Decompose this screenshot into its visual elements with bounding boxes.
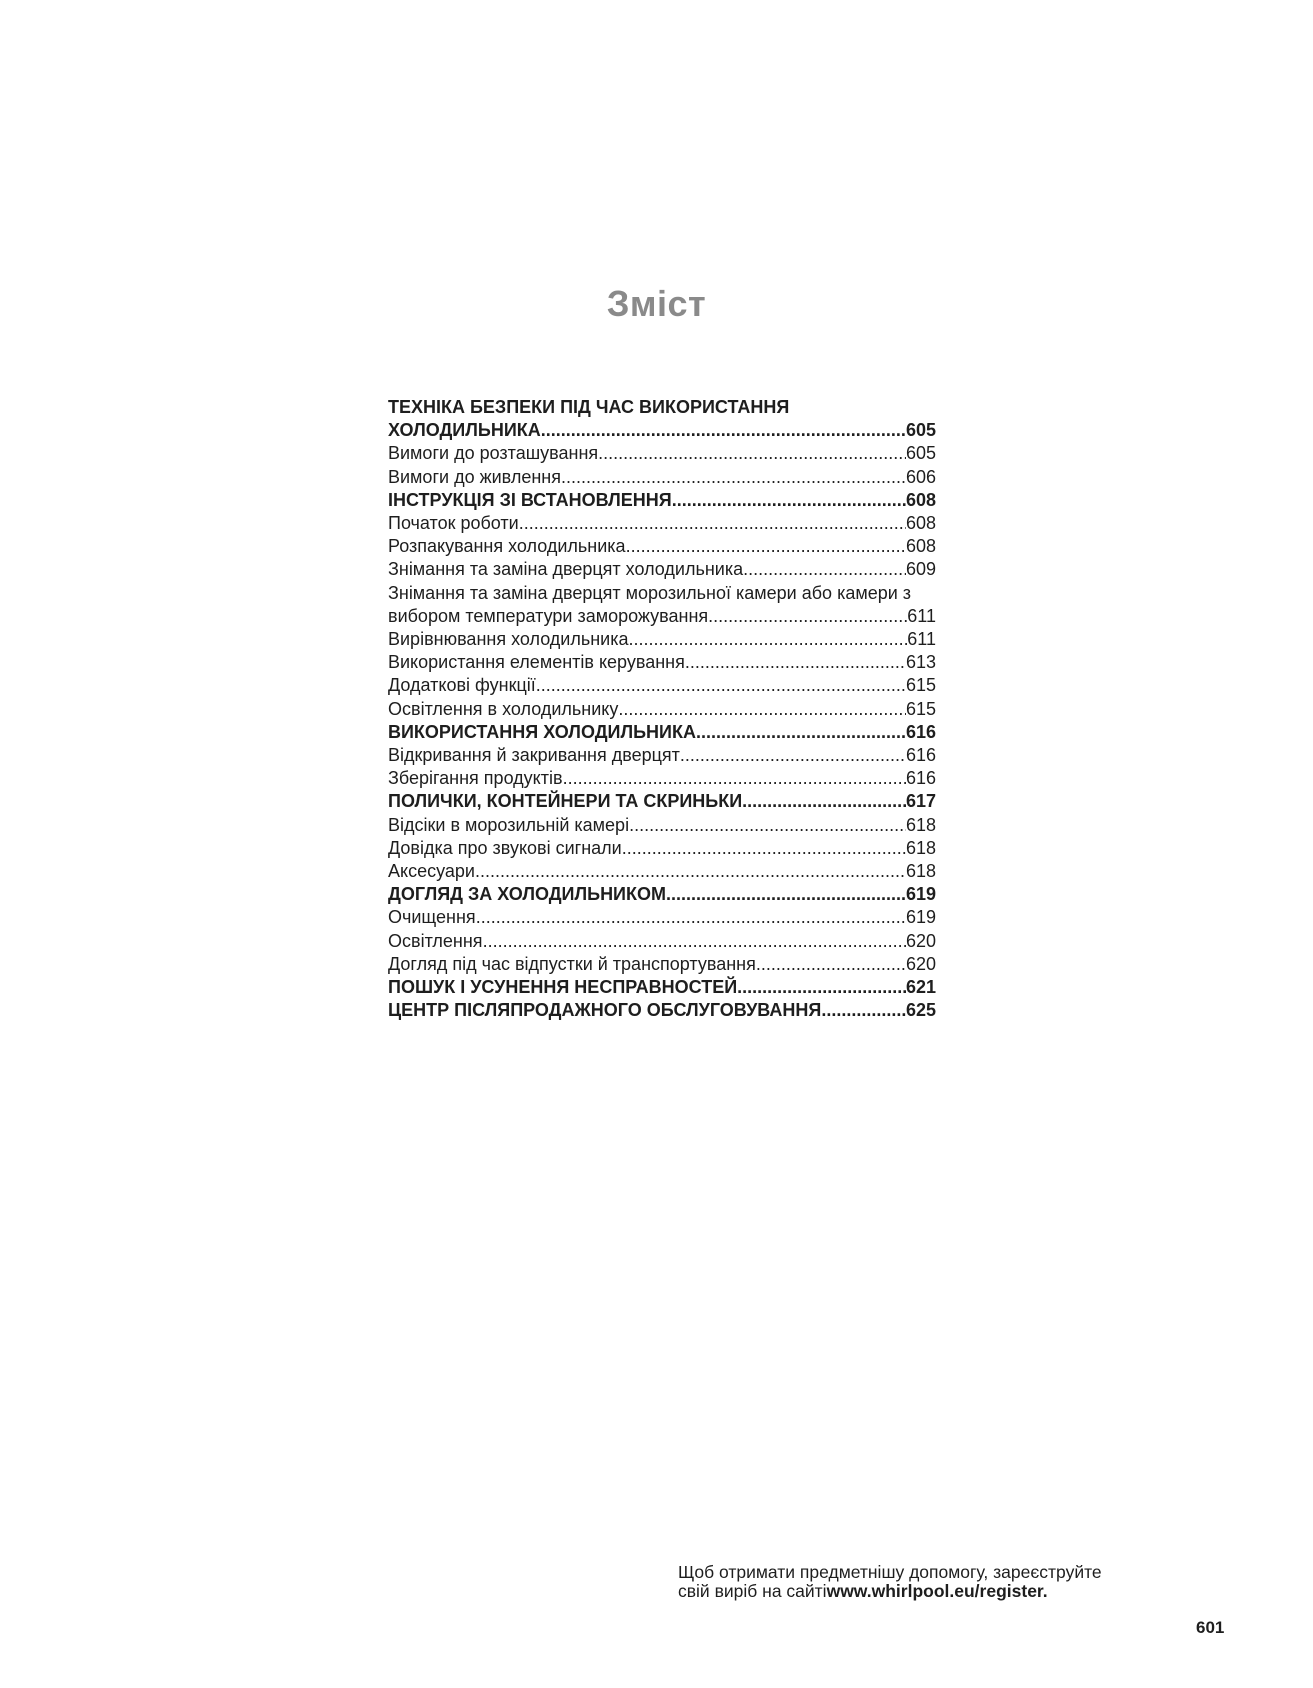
toc-entry-page: 616 [905, 745, 936, 766]
toc-entry-page: 608 [905, 489, 936, 510]
toc-entry[interactable] [388, 721, 936, 744]
toc-entry[interactable] [388, 605, 936, 628]
toc-entry[interactable] [388, 814, 936, 837]
dot-leader [680, 744, 906, 767]
dot-leader [561, 466, 906, 489]
toc-entry[interactable] [388, 930, 936, 953]
toc-entry-label: Вирівнювання холодильника [388, 629, 629, 650]
toc-entry-page: 619 [905, 907, 936, 928]
toc-entry-label: ПОШУК І УСУНЕННЯ НЕСПРАВНОСТЕЙ [388, 977, 738, 998]
toc-entry-label: ЦЕНТР ПІСЛЯПРОДАЖНОГО ОБСЛУГОВУВАННЯ [388, 1000, 822, 1021]
toc-entry-page: 611 [907, 629, 936, 650]
dot-leader [483, 930, 906, 953]
dot-leader [756, 953, 906, 976]
toc-entry-label: Аксесуари [388, 861, 475, 882]
dot-leader [629, 628, 908, 651]
toc-entry[interactable] [388, 442, 936, 465]
toc-entry-label: ПОЛИЧКИ, КОНТЕЙНЕРИ ТА СКРИНЬКИ [388, 791, 743, 812]
toc-entry[interactable] [388, 466, 936, 489]
toc-heading-line: ТЕХНІКА БЕЗПЕКИ ПІД ЧАС ВИКОРИСТАННЯ [388, 397, 790, 417]
toc-entry[interactable] [388, 790, 936, 813]
dot-leader [685, 651, 906, 674]
toc-entry[interactable] [388, 558, 936, 581]
toc-entry-label: Використання елементів керування [388, 652, 685, 673]
toc-entry[interactable] [388, 767, 936, 790]
dot-leader [666, 883, 906, 906]
dot-leader [541, 419, 906, 442]
toc-entry-label: Догляд під час відпустки й транспортування [388, 953, 756, 974]
toc-entry-page: 609 [905, 559, 936, 580]
dot-leader [622, 837, 906, 860]
toc-entry[interactable] [388, 674, 936, 697]
toc-entry[interactable] [388, 976, 936, 999]
toc-entry[interactable] [388, 906, 936, 929]
toc-entry[interactable] [388, 883, 936, 906]
registration-url[interactable]: www.whirlpool.eu/register. [826, 1581, 1048, 1601]
registration-note-line [678, 1582, 1102, 1601]
toc-entry[interactable] [388, 651, 936, 674]
dot-leader [737, 976, 906, 999]
toc-entry-label: ДОГЛЯД ЗА ХОЛОДИЛЬНИКОМ [388, 884, 666, 905]
dot-leader [708, 605, 907, 628]
dot-leader [475, 860, 906, 883]
toc-entry-page: 615 [905, 675, 936, 696]
toc-entry-label: Зберігання продуктів [388, 768, 563, 789]
dot-leader [742, 790, 906, 813]
table-of-contents [388, 396, 936, 1022]
page-title: Зміст [606, 283, 707, 324]
toc-entry-label: Довідка про звукові сигнали [388, 837, 622, 858]
toc-entry-page: 605 [905, 420, 936, 441]
registration-note-prefix: свій виріб на сайті [678, 1581, 827, 1601]
toc-entry-page: 621 [905, 977, 936, 998]
dot-leader [626, 535, 906, 558]
toc-entry-page: 613 [905, 652, 936, 673]
toc-entry-page: 608 [905, 536, 936, 557]
toc-entry-page: 605 [905, 443, 936, 464]
toc-entry-label: ХОЛОДИЛЬНИКА [388, 420, 541, 441]
toc-entry-page: 615 [905, 698, 936, 719]
toc-entry[interactable] [388, 628, 936, 651]
toc-entry[interactable] [388, 535, 936, 558]
registration-note-line: Щоб отримати предметнішу допомогу, зареєструйте [678, 1562, 1102, 1582]
toc-entry-page: 625 [905, 1000, 936, 1021]
page-number: 601 [1196, 1618, 1225, 1637]
dot-leader [536, 674, 906, 697]
toc-entry[interactable] [388, 489, 936, 512]
dot-leader [629, 814, 906, 837]
toc-entry-page: 618 [905, 837, 936, 858]
toc-entry-page: 611 [907, 605, 936, 626]
toc-entry-label: Освітлення в холодильнику [388, 698, 619, 719]
toc-entry[interactable] [388, 698, 936, 721]
dot-leader [476, 906, 906, 929]
toc-entry[interactable] [388, 860, 936, 883]
toc-entry[interactable] [388, 512, 936, 535]
toc-entry-page: 620 [905, 930, 936, 951]
toc-entry-label: Додаткові функції [388, 675, 536, 696]
toc-entry-page: 606 [905, 466, 936, 487]
toc-entry[interactable] [388, 744, 936, 767]
toc-entries [388, 628, 936, 1022]
dot-leader [519, 512, 906, 535]
dot-leader [696, 721, 906, 744]
toc-entry-page: 620 [905, 953, 936, 974]
toc-entry-label: Початок роботи [388, 513, 519, 534]
dot-leader [821, 999, 906, 1022]
toc-entry[interactable] [388, 419, 936, 442]
toc-entry[interactable] [388, 999, 936, 1022]
toc-entry-label: ІНСТРУКЦІЯ ЗІ ВСТАНОВЛЕННЯ [388, 489, 672, 510]
toc-entry-page: 618 [905, 814, 936, 835]
toc-entry-label: Розпакування холодильника [388, 536, 626, 557]
registration-note [678, 1563, 1102, 1601]
toc-entry-page: 619 [905, 884, 936, 905]
dot-leader [743, 558, 906, 581]
dot-leader [563, 767, 906, 790]
toc-entry-label: Відкривання й закривання дверцят [388, 745, 680, 766]
toc-entry-page: 616 [905, 768, 936, 789]
toc-entry-line[interactable]: Знімання та заміна дверцят морозильної камери або камери з [388, 582, 912, 603]
toc-entry-label: Вимоги до розташування [388, 443, 599, 464]
toc-entry[interactable] [388, 953, 936, 976]
toc-entry-label: Очищення [388, 907, 476, 928]
toc-entry-page: 617 [905, 791, 936, 812]
toc-entry[interactable] [388, 837, 936, 860]
toc-entry-label: вибором температури заморожування [388, 605, 709, 626]
toc-entry-page: 608 [905, 513, 936, 534]
toc-entry-label: Знімання та заміна дверцят холодильника [388, 559, 744, 580]
toc-entries [388, 442, 936, 581]
toc-entry-label: Вимоги до живлення [388, 466, 561, 487]
toc-entry-label: Освітлення [388, 930, 483, 951]
toc-entry-label: Відсіки в морозильній камері [388, 814, 630, 835]
dot-leader [618, 698, 906, 721]
toc-entry-page: 618 [905, 861, 936, 882]
toc-entry-page: 616 [905, 721, 936, 742]
dot-leader [672, 489, 906, 512]
toc-entry-label: ВИКОРИСТАННЯ ХОЛОДИЛЬНИКА [388, 721, 696, 742]
dot-leader [598, 442, 906, 465]
